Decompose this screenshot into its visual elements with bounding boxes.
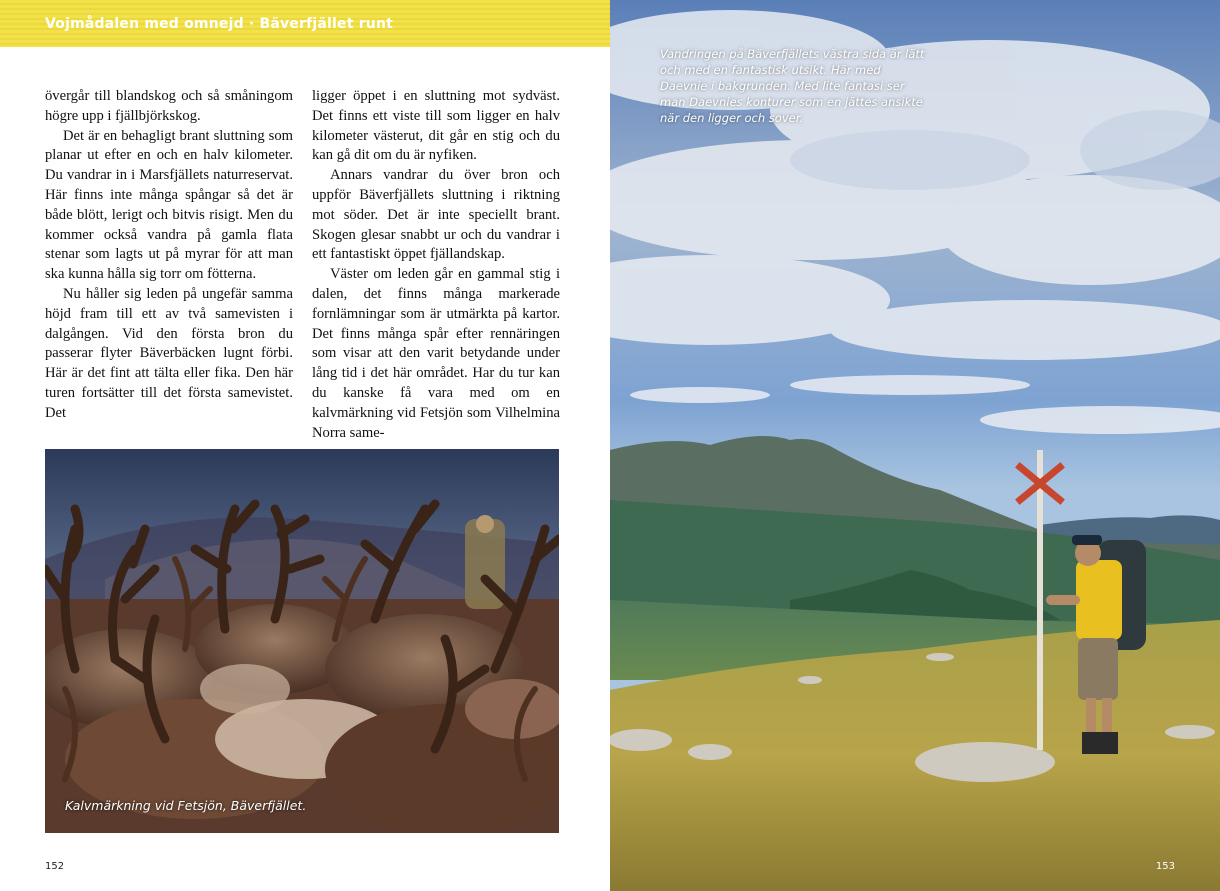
paragraph: Väster om leden går en gammal stig i dalen, det finns många markerade fornlämningar som är utmärkta på kartor. Det finns många spår efter rennäringen som visar att den varit betydande under lång tid i det här området. Har du tur kan du kanske få vara med om en kalvmärkning vid Fetsjön som Vilhelmina Norra same-	[312, 266, 560, 441]
paragraph: Det är en behagligt brant sluttning som planar ut efter en och en halv kilometer. Du vandrar in i Marsfjällets naturreservat. Här finns inte många spångar så det är både blött, lerigt och bitvis risigt. Men du kommer också vandra på gamla flata stenar som lagts ut på myrar för att man ska kunna hålla sig torr om fötterna.	[45, 127, 293, 283]
text-column-2	[312, 87, 560, 443]
chapter-header-title: Vojmådalen med omnejd · Bäverfjället runt	[45, 16, 394, 32]
chapter-header-band	[0, 0, 610, 47]
right-page	[610, 0, 1220, 891]
paragraph: ligger öppet i en sluttning mot sydväst. Det finns ett viste till som ligger en halv kilometer västerut, dit går en stig och du kan gå dit om du är nyfiken.	[312, 88, 560, 164]
reindeer-herd-illustration	[45, 449, 559, 833]
text-column-1	[45, 87, 293, 424]
photo-caption: Vandringen på Bäverfjällets västra sida är lätt och med en fantastisk utsikt. Här med Daevnie i bakgrunden. Med lite fantasi ser man Daevnies konturer som en jättes ansikte när den ligger och sover.	[660, 47, 925, 125]
mountain-landscape-photo	[610, 0, 1220, 891]
paragraph: Annars vandrar du över bron och uppför Bäverfjällets sluttning i riktning mot söder. Det är inte speciellt brant. Skogen glesar snabbt ur och du vandrar i ett fantastiskt öppet fjällandskap.	[312, 167, 560, 263]
page-number: 152	[45, 861, 65, 872]
paragraph: Nu håller sig leden på ungefär samma höjd fram till ett av två samevisten i dalgången. Vid den första bron du passerar flyter Bäverbäcken lugnt förbi. Här är det fint att tälta eller fika. Den här turen fortsätter till det första samevistet. Det	[45, 285, 293, 421]
paragraph: övergår till blandskog och så småningom högre upp i fjällbjörkskog.	[45, 88, 293, 124]
page-number: 153	[1155, 861, 1175, 872]
reindeer-photo	[45, 449, 559, 833]
photo-caption: Kalvmärkning vid Fetsjön, Bäverfjället.	[65, 798, 307, 813]
